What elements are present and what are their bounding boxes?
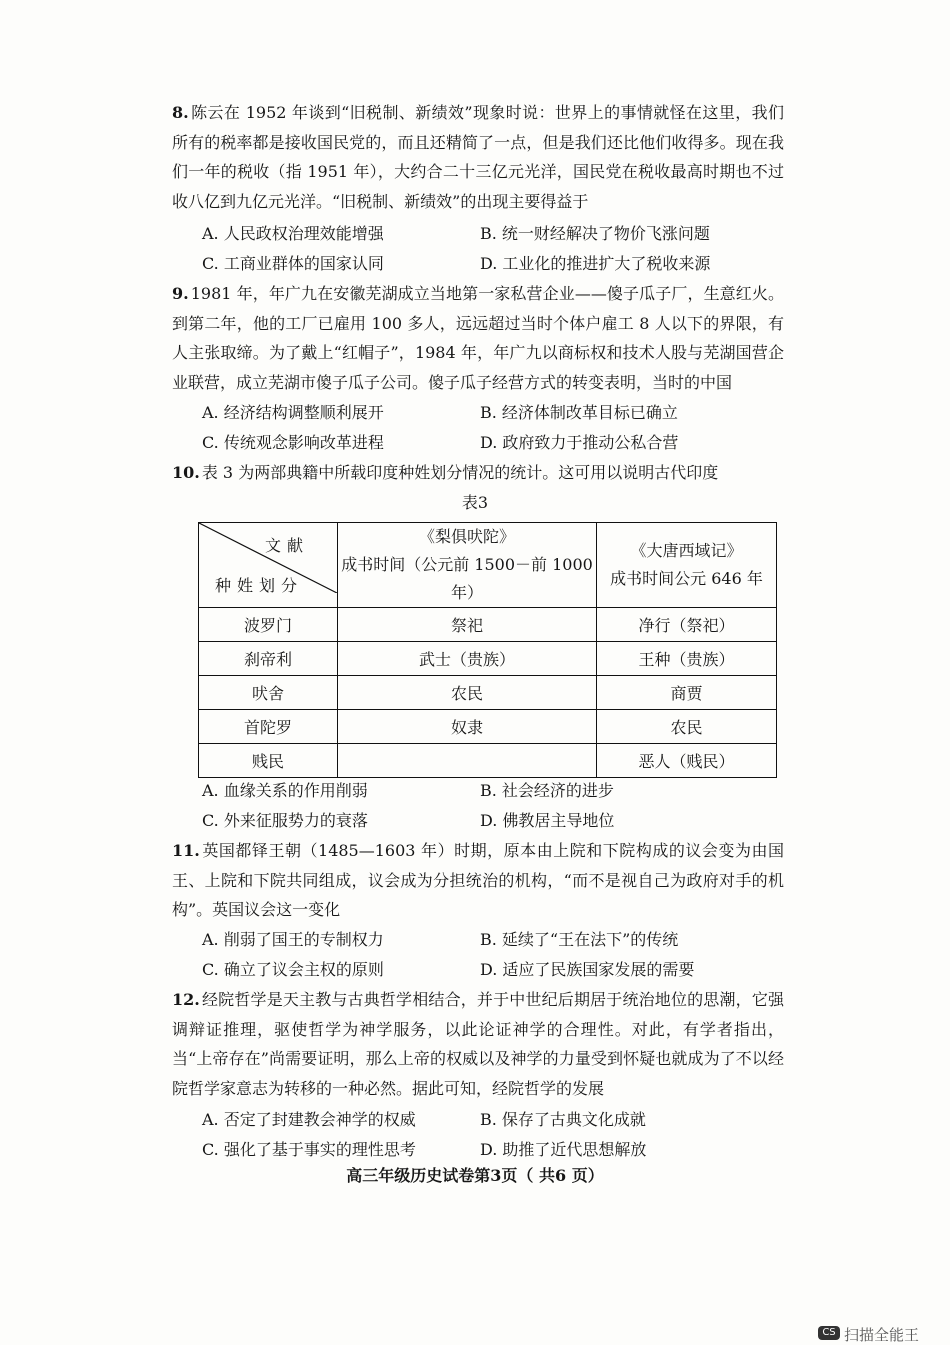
- question-9-options: [202, 398, 802, 457]
- question-8-options: [202, 219, 802, 278]
- question-12: [172, 985, 784, 1103]
- option-c[interactable]: C. 确立了议会主权的原则: [202, 959, 384, 979]
- question-number: 11.: [172, 841, 200, 860]
- question-8: [172, 98, 784, 216]
- table-cell: 祭祀: [338, 608, 597, 642]
- option-c[interactable]: C. 工商业群体的国家认同: [202, 253, 384, 273]
- caste-name: 波罗门: [199, 608, 338, 642]
- table-cell: 农民: [338, 676, 597, 710]
- option-b[interactable]: B. 统一财经解决了物价飞涨问题: [480, 224, 710, 243]
- option-d[interactable]: D. 工业化的推进扩大了税收来源: [480, 253, 711, 273]
- question-11: [172, 836, 784, 925]
- corner-top-label: 文献: [264, 536, 309, 555]
- caste-name: 贱民: [199, 744, 338, 778]
- option-d[interactable]: D. 佛教居主导地位: [480, 810, 615, 830]
- table-row: [199, 744, 777, 778]
- page-footer: 高三年级历史试卷第3页（ 共6 页）: [346, 1166, 604, 1185]
- question-stem: 经院哲学是天主教与古典哲学相结合，并于中世纪后期居于统治地位的思潮，它强调辩证推理，驱使哲学为神学服务，以此论证神学的合理性。对此，有学者指出，当“上帝存在”尚需要证明，那么上帝的权威以及神学的力量受到怀疑也就成为了不以经院哲学家意志为转移的一种必然。据此可知，经院哲学的发展: [172, 990, 784, 1098]
- column-subtitle: 成书时间公元 646 年: [610, 569, 763, 588]
- option-c[interactable]: C. 外来征服势力的衰落: [202, 810, 368, 830]
- column-header-datang: [597, 523, 777, 608]
- table-cell: 武士（贵族）: [338, 642, 597, 676]
- option-b[interactable]: B. 社会经济的进步: [480, 781, 614, 800]
- question-stem: 英国都铎王朝（1485—1603 年）时期，原本由上院和下院构成的议会变为由国王、上院和下院共同组成，议会成为分担统治的机构，“而不是视自己为政府对手的机构”。英国议会这一变化: [172, 841, 784, 919]
- option-b[interactable]: B. 保存了古典文化成就: [480, 1110, 646, 1129]
- option-d[interactable]: D. 适应了民族国家发展的需要: [480, 959, 695, 979]
- question-number: 8.: [172, 103, 189, 122]
- table-row: [199, 676, 777, 710]
- table-caption: 表3: [461, 493, 489, 512]
- scanner-watermark: [818, 1322, 950, 1345]
- option-c[interactable]: C. 传统观念影响改革进程: [202, 432, 384, 452]
- caste-name: 吠舍: [199, 676, 338, 710]
- question-11-options: [202, 925, 802, 984]
- option-a[interactable]: A. 削弱了国王的专制权力: [202, 930, 384, 949]
- question-10: [172, 458, 784, 488]
- question-number: 9.: [172, 284, 189, 303]
- option-a[interactable]: A. 经济结构调整顺利展开: [202, 403, 384, 422]
- question-stem: 表 3 为两部典籍中所载印度种姓划分情况的统计。这可用以说明古代印度: [201, 463, 719, 482]
- question-10-options: [202, 776, 802, 835]
- table-row: [199, 608, 777, 642]
- table-cell: 奴隶: [338, 710, 597, 744]
- question-stem: 陈云在 1952 年谈到“旧税制、新绩效”现象时说：世界上的事情就怪在这里，我们所有的税率都是接收国民党的，而且还精简了一点，但是我们还比他们收得多。现在我们一年的税收（指 1951 年），大约合二十三亿元光洋，国民党在税收最高时期也不过收八亿到九亿元光洋。“旧税制、新绩效”的出现主要得益于: [172, 103, 784, 211]
- table-corner-cell: [199, 523, 338, 608]
- table-cell: 恶人（贱民）: [597, 744, 777, 778]
- corner-bottom-label: 种姓划分: [215, 576, 304, 595]
- table-cell: 商贾: [597, 676, 777, 710]
- question-stem: 1981 年，年广九在安徽芜湖成立当地第一家私营企业——傻子瓜子厂，生意红火。到第二年，他的工厂已雇用 100 多人，远远超过当时个体户雇工 8 人以下的界限，有人主张取缔。为了戴上“红帽子”，1984 年，年广九以商标权和技术人股与芜湖国营企业联营，成立芜湖市傻子瓜子公司。傻子瓜子经营方式的转变表明，当时的中国: [172, 284, 784, 392]
- option-d[interactable]: D. 政府致力于推动公私合营: [480, 432, 679, 452]
- table-cell: 王种（贵族）: [597, 642, 777, 676]
- question-9: [172, 279, 784, 397]
- option-c[interactable]: C. 强化了基于事实的理性思考: [202, 1139, 416, 1159]
- caste-table: [198, 522, 777, 778]
- camscanner-logo-icon: CS: [818, 1326, 840, 1340]
- caste-name: 首陀罗: [199, 710, 338, 744]
- table-row: [199, 710, 777, 744]
- option-d[interactable]: D. 助推了近代思想解放: [480, 1139, 647, 1159]
- option-a[interactable]: A. 否定了封建教会神学的权威: [202, 1110, 416, 1129]
- table-cell: 净行（祭祀）: [597, 608, 777, 642]
- option-b[interactable]: B. 经济体制改革目标已确立: [480, 403, 678, 422]
- question-12-options: [202, 1105, 802, 1164]
- column-title: 《大唐西域记》: [630, 541, 743, 560]
- column-title: 《梨俱吠陀》: [418, 527, 515, 546]
- column-header-rigveda: [338, 523, 597, 608]
- watermark-text: 扫描全能王: [844, 1326, 920, 1344]
- table-row: [199, 642, 777, 676]
- table-cell: 农民: [597, 710, 777, 744]
- option-a[interactable]: A. 人民政权治理效能增强: [202, 224, 384, 243]
- question-number: 12.: [172, 990, 200, 1009]
- option-b[interactable]: B. 延续了“王在法下”的传统: [480, 930, 679, 949]
- table-cell: [338, 744, 597, 778]
- question-number: 10.: [172, 463, 200, 482]
- column-subtitle: 成书时间（公元前 1500－前 1000 年）: [341, 555, 593, 602]
- option-a[interactable]: A. 血缘关系的作用削弱: [202, 781, 368, 800]
- caste-name: 刹帝利: [199, 642, 338, 676]
